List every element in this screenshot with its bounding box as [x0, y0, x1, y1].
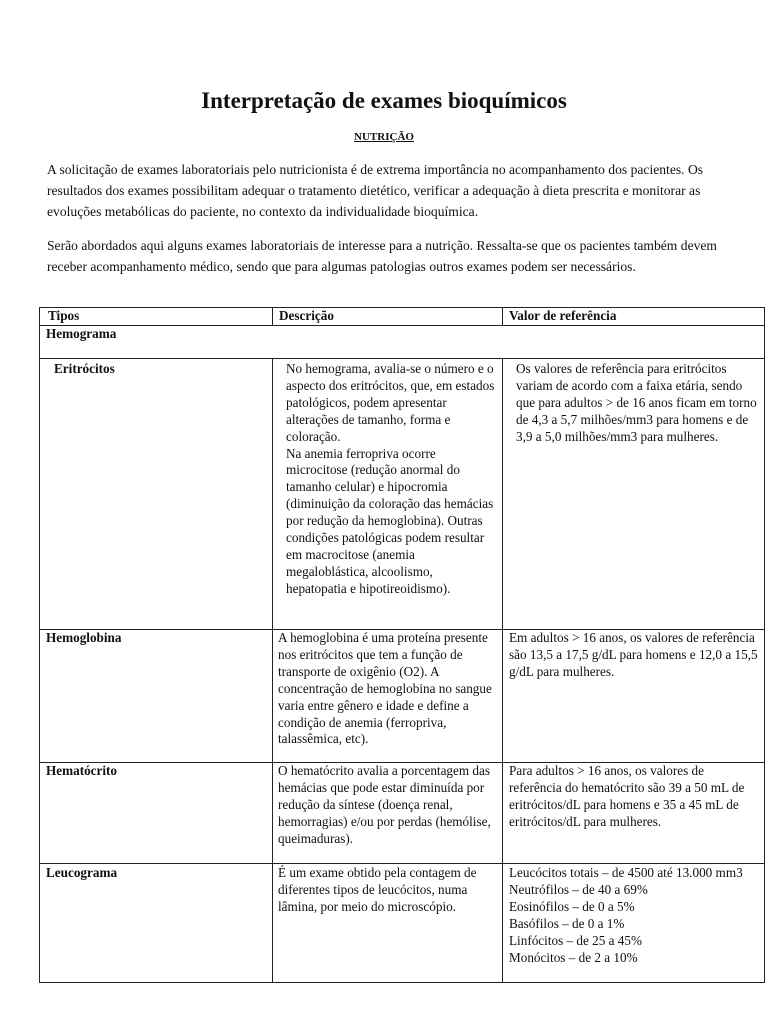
list-item: Leucócitos totais – de 4500 até 13.000 mm3 — [509, 865, 743, 880]
page-title: Interpretação de exames bioquímicos — [201, 88, 567, 113]
row-type-eritrocitos: Eritrócitos — [40, 359, 273, 630]
list-item: Linfócitos – de 25 a 45% — [509, 932, 642, 948]
section-label-hemograma: Hemograma — [40, 326, 765, 359]
scope-paragraph: Serão abordados aqui alguns exames laboratoriais de interesse para a nutrição. Ressalta-se que os pacientes também devem receber acompanhamento médico, sendo que para algumas patologias outros exames podem ser necessários. — [47, 238, 718, 274]
section-row — [40, 326, 765, 359]
row-description-leucograma: É um exame obtido pela contagem de diferentes tipos de leucócitos, numa lâmina, por meio do microscópio. — [273, 864, 503, 983]
description-paragraph: Na anemia ferropriva ocorre microcitose (redução anormal do tamanho celular) e hipocromia (diminuição da coloração das hemácias por redução da hemoglobina). Outras condições patológicas podem resultar em macrocitose (anemia megaloblástica, alcoolismo, hepatopatia e hipotireoidismo). — [286, 445, 494, 596]
row-type-hematocrito: Hematócrito — [40, 763, 273, 864]
row-type-leucograma: Leucograma — [40, 864, 273, 983]
exams-table — [39, 307, 765, 983]
list-item: Eosinófilos – de 0 a 5% — [509, 898, 635, 914]
table-row — [40, 630, 765, 763]
page-subtitle: NUTRIÇÃO — [354, 131, 414, 143]
list-item: Basófilos – de 0 a 1% — [509, 915, 625, 931]
row-description-hemoglobina: A hemoglobina é uma proteína presente nos eritrócitos que tem a função de transporte de oxigênio (O2). A concentração de hemoglobina no sangue varia entre gênero e idade e define a condição de anemia (ferropriva, talassêmica, etc). — [273, 630, 503, 763]
list-item: Monócitos – de 2 a 10% — [509, 949, 638, 965]
row-type-hemoglobina: Hemoglobina — [40, 630, 273, 763]
row-description-eritrocitos — [273, 359, 503, 630]
table-row — [40, 359, 765, 630]
row-reference-leucograma — [503, 864, 765, 983]
reference-values-list — [509, 865, 758, 966]
row-description-hematocrito: O hematócrito avalia a porcentagem das hemácias que pode estar diminuída por redução da síntese (doença renal, hemorragias) e/ou por perdas (hemólise, queimaduras). — [273, 763, 503, 864]
description-paragraph: No hemograma, avalia-se o número e o aspecto dos eritrócitos, que, em estados patológicos, podem apresentar alterações de tamanho, forma e coloração. — [286, 361, 495, 444]
row-reference-hemoglobina: Em adultos > 16 anos, os valores de referência são 13,5 a 17,5 g/dL para homens e 12,0 a 15,5 g/dL para mulheres. — [503, 630, 765, 763]
row-reference-eritrocitos: Os valores de referência para eritrócitos variam de acordo com a faixa etária, sendo que para adultos > de 16 anos ficam em torno de 4,3 a 5,7 milhões/mm3 para homens e de 3,9 a 5,0 milhões/mm3 para mulheres. — [503, 359, 765, 630]
intro-paragraph: A solicitação de exames laboratoriais pelo nutricionista é de extrema importância no acompanhamento dos pacientes. Os resultados dos exames possibilitam adequar o tratamento dietético, verificar a adequação à dieta prescrita e monitorar as evoluções metabólicas do paciente, no contexto da individualidade bioquímica. — [47, 162, 704, 219]
row-reference-hematocrito: Para adultos > 16 anos, os valores de referência do hematócrito são 39 a 50 mL de eritrócitos/dL para homens e 35 a 45 mL de eritrócitos/dL para mulheres. — [503, 763, 765, 864]
table-row — [40, 864, 765, 983]
header-tipos: Tipos — [40, 308, 273, 326]
table-row — [40, 763, 765, 864]
table-header-row — [40, 308, 765, 326]
list-item: Neutrófilos – de 40 a 69% — [509, 881, 648, 897]
header-valor-referencia: Valor de referência — [503, 308, 765, 326]
header-descricao: Descrição — [273, 308, 503, 326]
